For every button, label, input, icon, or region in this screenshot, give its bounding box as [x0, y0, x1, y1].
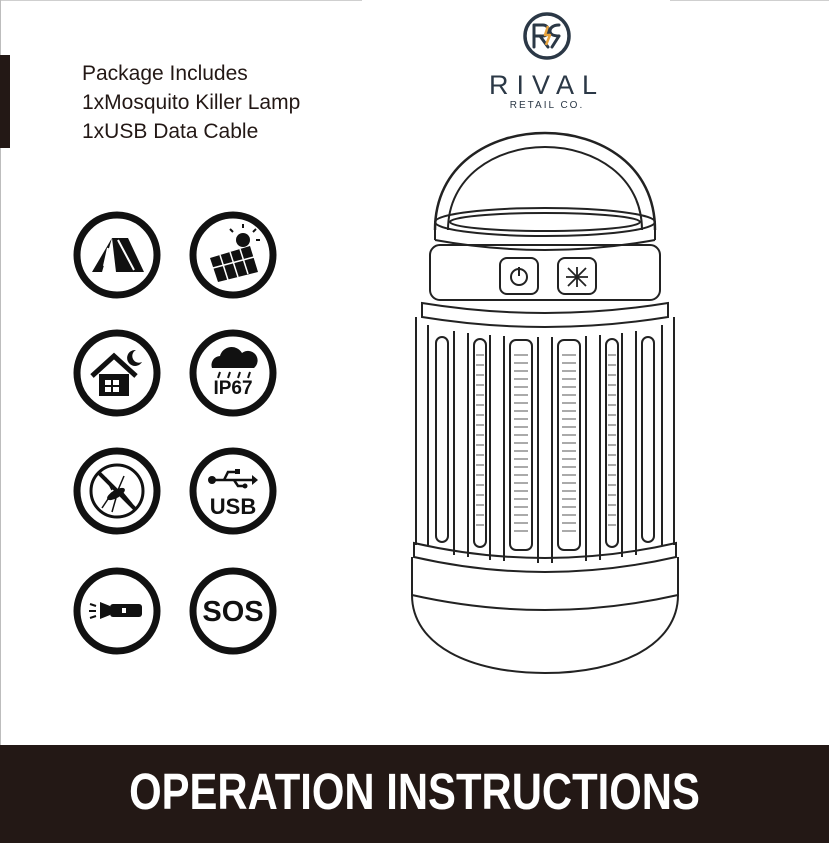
brand-name: RIVAL: [488, 70, 606, 100]
left-accent-bar: [0, 55, 10, 148]
package-item: 1xUSB Data Cable: [82, 120, 259, 143]
flashlight-icon: [72, 566, 162, 656]
camping-tent-icon: [72, 210, 162, 300]
package-contents: [82, 59, 300, 146]
usb-label: USB: [209, 494, 257, 519]
solar-panel-icon: [188, 210, 278, 300]
sos-badge: [188, 566, 278, 656]
home-night-icon: [72, 328, 162, 418]
usb-badge: [188, 446, 278, 536]
package-item: 1xMosquito Killer Lamp: [82, 91, 301, 114]
package-heading: Package Includes: [82, 62, 248, 85]
usb-icon: [188, 446, 278, 536]
sos-label: SOS: [202, 596, 264, 628]
top-border-right: [670, 0, 829, 1]
waterproof-badge: [188, 328, 278, 418]
no-mosquito-icon: [72, 446, 162, 536]
waterproof-label: IP67: [213, 378, 253, 399]
brand-subtitle: RETAIL CO.: [509, 100, 585, 111]
footer-title: OPERATION INSTRUCTIONS: [129, 763, 700, 820]
mosquito-lamp-illustration: [400, 125, 690, 685]
waterproof-icon: [188, 328, 278, 418]
top-border-left: [0, 0, 362, 1]
